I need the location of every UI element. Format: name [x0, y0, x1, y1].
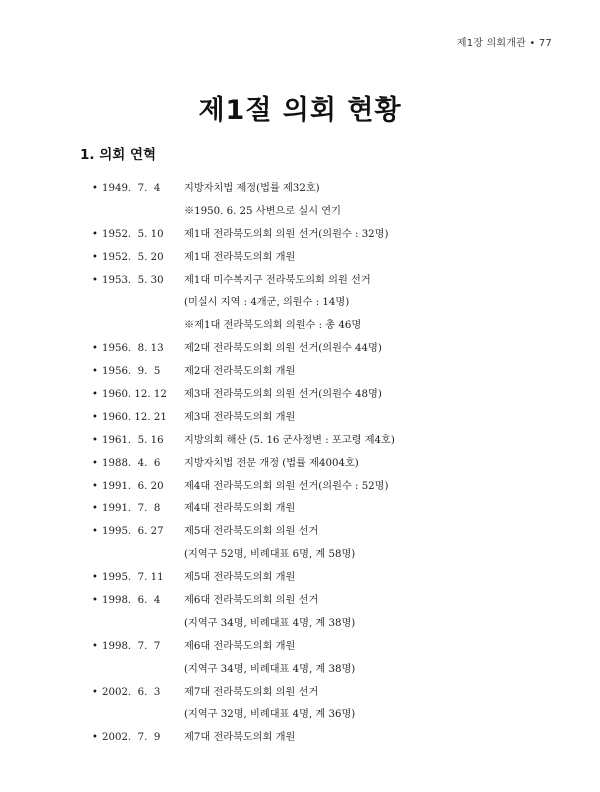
bullet-icon: • [92, 434, 98, 446]
section-heading: 1. 의회 연혁 [80, 147, 157, 163]
timeline-entry [92, 384, 552, 407]
timeline-entry-main [92, 430, 552, 453]
entry-description: 제6대 전라북도의회 의원 선거 [184, 595, 319, 607]
bullet-icon: • [92, 274, 98, 286]
timeline-entry-main [92, 384, 552, 407]
timeline-entry-main [92, 407, 552, 430]
bullet-icon: • [92, 686, 98, 698]
timeline-entry-main [92, 224, 552, 247]
timeline-entry [92, 270, 552, 339]
timeline-entry-main [92, 498, 552, 521]
timeline-entry [92, 727, 552, 750]
entry-date: 1995. 7. 11 [102, 572, 164, 584]
timeline-entry [92, 247, 552, 270]
timeline-entry [92, 567, 552, 590]
timeline-entry [92, 361, 552, 384]
entry-description: 제1대 미수복지구 전라북도의회 의원 선거 [184, 274, 371, 286]
entry-description: 제5대 전라북도의회 개원 [184, 572, 296, 584]
entry-date: 1956. 9. 5 [102, 366, 161, 378]
timeline-entry-main [92, 521, 552, 544]
entry-date: 1991. 7. 8 [102, 503, 161, 515]
timeline-entry [92, 476, 552, 499]
entry-description: 지방자치법 제정(법률 제32호) [184, 183, 320, 194]
bullet-icon: • [92, 480, 98, 492]
timeline-entry [92, 430, 552, 453]
entry-note: (미실시 지역 : 4개군, 의원수 : 14명) [184, 297, 350, 309]
timeline-entry [92, 590, 552, 636]
entry-date: 1960. 12. 21 [102, 411, 167, 423]
entry-date: 1991. 6. 20 [102, 480, 164, 492]
bullet-icon: • [92, 411, 98, 423]
entry-note: (지역구 52명, 비례대표 6명, 계 58명) [184, 549, 356, 561]
timeline-entry [92, 636, 552, 682]
history-timeline [92, 178, 552, 750]
bullet-icon: • [92, 572, 98, 584]
timeline-entry [92, 498, 552, 521]
running-header: 제1장 의회개관 • 77 [456, 38, 552, 49]
timeline-entry-main [92, 567, 552, 590]
timeline-entry-main [92, 338, 552, 361]
entry-description: 지방자치법 전문 개정 (법률 제4004호) [184, 457, 359, 469]
entry-description: 제7대 전라북도의회 의원 선거 [184, 686, 319, 698]
entry-date: 1988. 4. 6 [102, 457, 161, 469]
entry-description: 제2대 전라북도의회 의원 선거(의원수 44명) [184, 343, 382, 355]
entry-note: (지역구 34명, 비례대표 4명, 계 38명) [184, 617, 356, 629]
entry-date: 1998. 6. 4 [102, 595, 161, 607]
timeline-entry-main [92, 178, 552, 201]
entry-date: 1960. 12. 12 [102, 389, 167, 401]
entry-description: 제3대 전라북도의회 의원 선거(의원수 48명) [184, 389, 382, 401]
bullet-icon: • [92, 526, 98, 538]
entry-description: 제6대 전라북도의회 개원 [184, 640, 296, 652]
bullet-icon: • [92, 389, 98, 401]
timeline-entry-main [92, 682, 552, 705]
timeline-entry [92, 682, 552, 728]
page-title: 제1절 의회 현황 [198, 95, 402, 126]
entry-date: 1949. 7. 4 [102, 183, 161, 194]
entry-date: 1995. 6. 27 [102, 526, 164, 538]
timeline-entry [92, 521, 552, 567]
entry-date: 1952. 5. 10 [102, 228, 164, 240]
bullet-icon: • [92, 366, 98, 378]
timeline-entry-main [92, 453, 552, 476]
timeline-entry [92, 224, 552, 247]
entry-description: 제5대 전라북도의회 의원 선거 [184, 526, 319, 538]
bullet-icon: • [92, 183, 98, 194]
entry-description: 제1대 전라북도의회 개원 [184, 251, 296, 263]
timeline-entry-main [92, 361, 552, 384]
entry-note: (지역구 32명, 비례대표 4명, 계 36명) [184, 709, 356, 721]
entry-description: 지방의회 해산 (5. 16 군사정변 : 포고령 제4호) [184, 434, 395, 446]
bullet-icon: • [92, 640, 98, 652]
entry-note: ※제1대 전라북도의회 의원수 : 총 46명 [184, 320, 362, 332]
entry-date: 1953. 5. 30 [102, 274, 164, 286]
timeline-entry-main [92, 636, 552, 659]
bullet-icon: • [92, 228, 98, 240]
entry-date: 2002. 6. 3 [102, 686, 161, 698]
timeline-entry [92, 178, 552, 224]
timeline-entry-main [92, 727, 552, 750]
bullet-icon: • [92, 595, 98, 607]
entry-description: 제4대 전라북도의회 개원 [184, 503, 296, 515]
bullet-icon: • [92, 732, 98, 744]
timeline-entry [92, 407, 552, 430]
entry-description: 제3대 전라북도의회 개원 [184, 411, 296, 423]
timeline-entry [92, 453, 552, 476]
timeline-entry-main [92, 270, 552, 293]
entry-description: 제7대 전라북도의회 개원 [184, 732, 296, 744]
entry-description: 제1대 전라북도의회 의원 선거(의원수 : 32명) [184, 228, 389, 240]
timeline-entry-main [92, 247, 552, 270]
entry-date: 1952. 5. 20 [102, 251, 164, 263]
entry-note: ※1950. 6. 25 사변으로 실시 연기 [184, 205, 341, 217]
entry-date: 2002. 7. 9 [102, 732, 161, 744]
entry-description: 제2대 전라북도의회 개원 [184, 366, 296, 378]
entry-date: 1998. 7. 7 [102, 640, 161, 652]
bullet-icon: • [92, 503, 98, 515]
entry-description: 제4대 전라북도의회 의원 선거(의원수 : 52명) [184, 480, 389, 492]
timeline-entry [92, 338, 552, 361]
timeline-entry-main [92, 590, 552, 613]
entry-note: (지역구 34명, 비례대표 4명, 계 38명) [184, 663, 356, 675]
entry-date: 1961. 5. 16 [102, 434, 164, 446]
bullet-icon: • [92, 343, 98, 355]
timeline-entry-main [92, 476, 552, 499]
entry-date: 1956. 8. 13 [102, 343, 164, 355]
bullet-icon: • [92, 251, 98, 263]
bullet-icon: • [92, 457, 98, 469]
